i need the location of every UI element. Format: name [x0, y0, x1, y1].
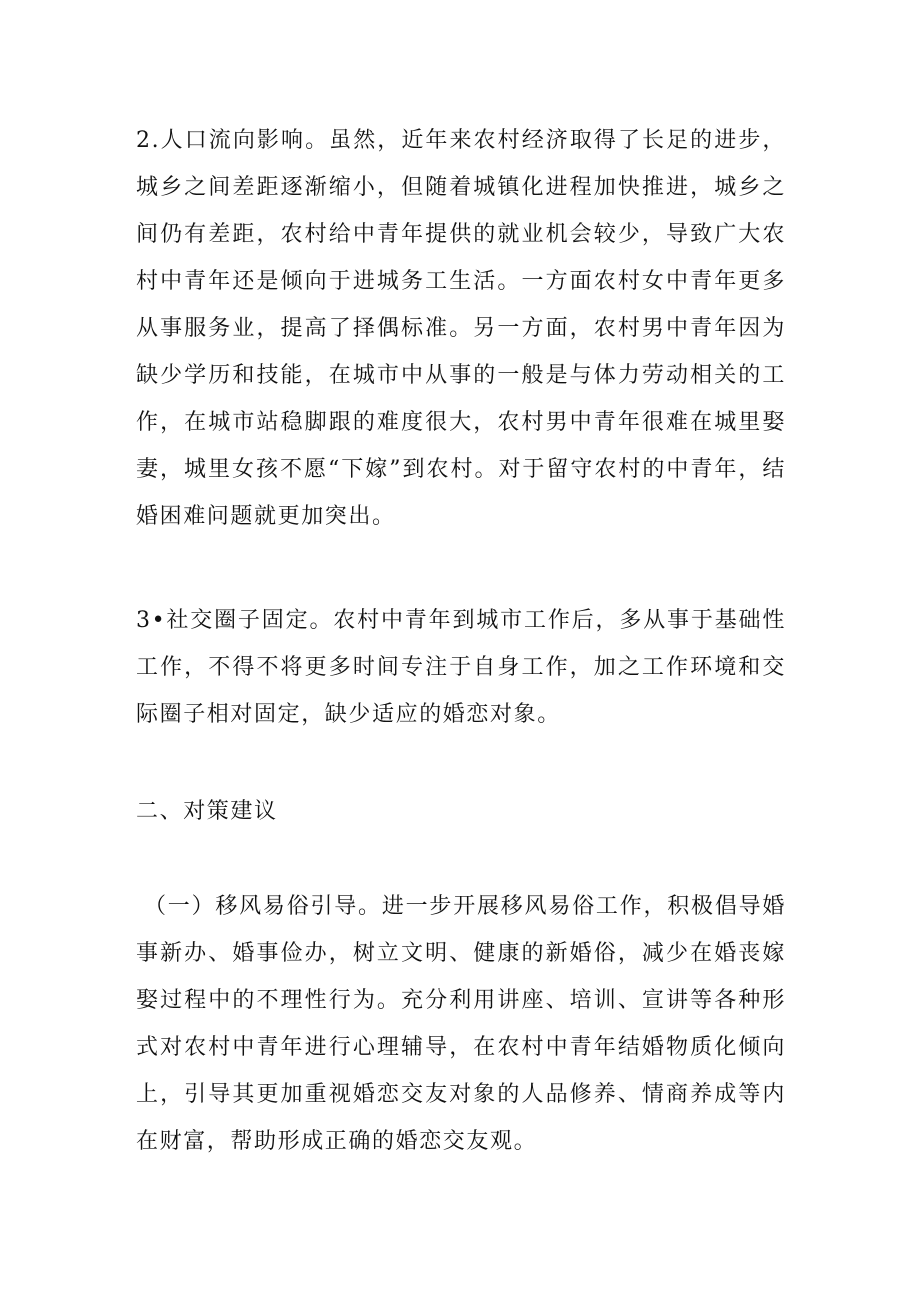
paragraph-population-flow: 2.人口流向影响。虽然，近年来农村经济取得了长足的进步，城乡之间差距逐渐缩小，但随着城镇化进程加快推进，城乡之间仍有差距，农村给中青年提供的就业机会较少，导致广大农村中青年还是倾向于进城务工生活。一方面农村女中青年更多从事服务业，提高了择偶标准。另一方面，农村男中青年因为缺少学历和技能，在城市中从事的一般是与体力劳动相关的工作，在城市站稳脚跟的难度很大，农村男中青年很难在城里娶妻，城里女孩不愿“下嫁”到农村。对于留守农村的中青年，结婚困难问题就更加突出。 — [136, 128, 786, 529]
paragraph-custom-reform: （一）移风易俗引导。进一步开展移风易俗工作，积极倡导婚事新办、婚事俭办，树立文明、健康的新婚俗，减少在婚丧嫁娶过程中的不理性行为。充分利用讲座、培训、宣讲等各种形式对农村中青年进行心理辅导，在农村中青年结婚物质化倾向上，引导其更加重视婚恋交友对象的人品修养、情商养成等内在财富，帮助形成正确的婚恋交友观。 — [136, 894, 786, 1154]
section-heading: 二、对策建议 — [136, 799, 278, 824]
paragraph-social-circle: 3•社交圈子固定。农村中青年到城市工作后，多从事于基础性工作，不得不将更多时间专注于自身工作，加之工作环境和交际圈子相对固定，缺少适应的婚恋对象。 — [136, 608, 786, 727]
